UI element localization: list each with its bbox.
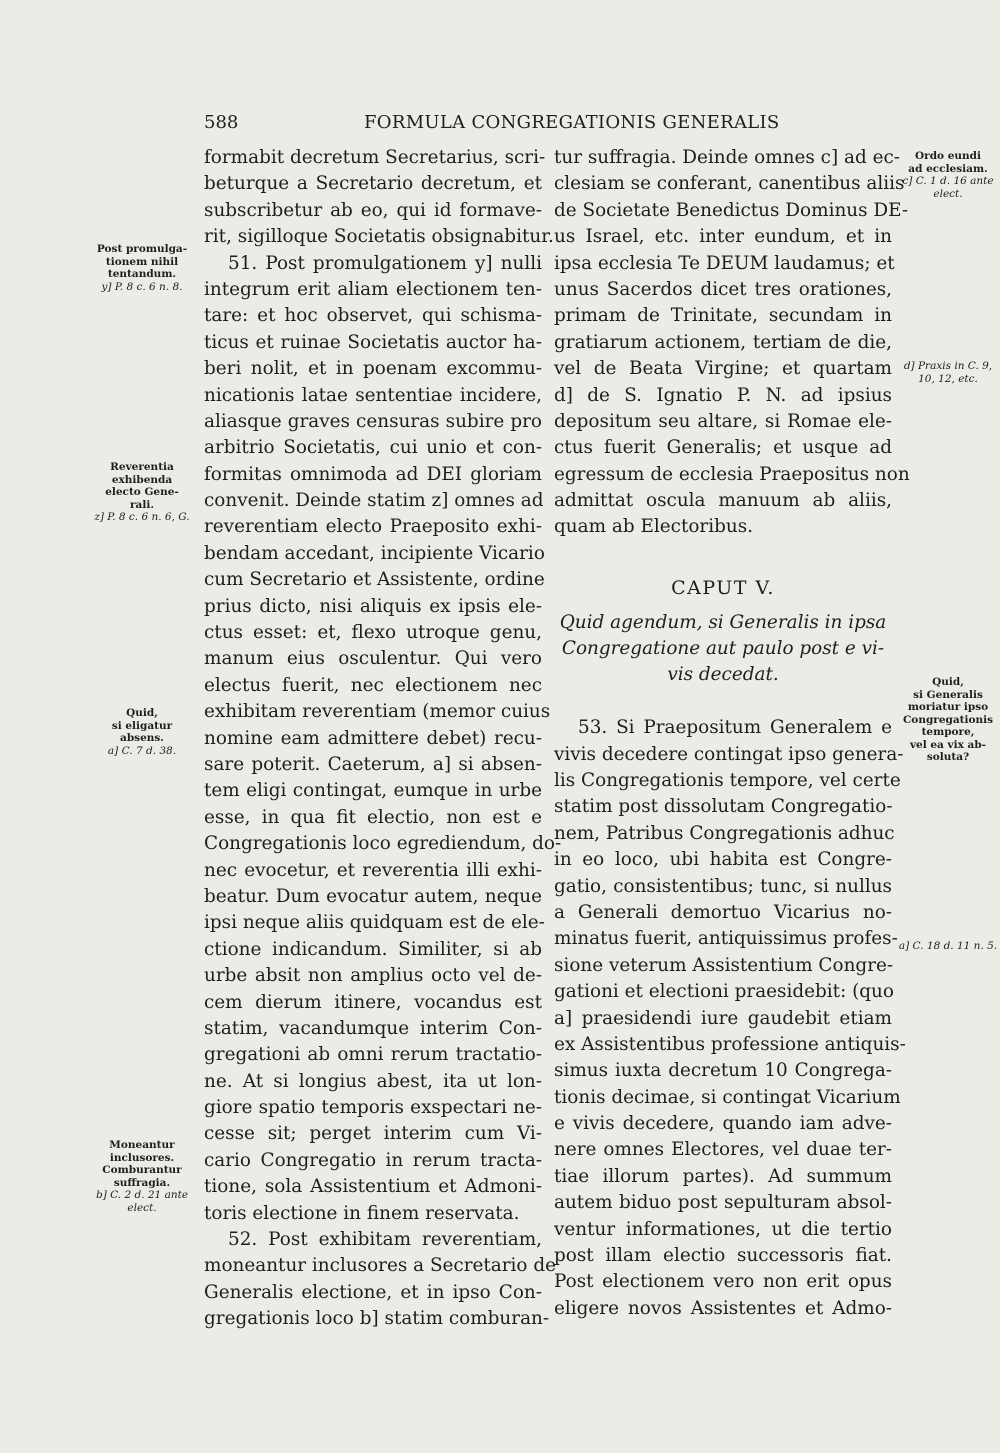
text-line: nomine eam admittere debet) recu- [204,727,542,749]
text-line: reverentiam electo Praeposito exhi- [204,516,542,538]
note-reference: d] Praxis in C. 9, 10, 12, etc. [903,360,993,385]
note-line: suffragia. [113,1176,171,1189]
chapter-subtitle-line: Congregatione aut paulo post e vi- [561,638,885,660]
text-line: lis Congregationis tempore, vel certe [554,769,901,791]
note-reference: c] C. 1 d. 16 ante elect. [902,175,994,200]
text-line: arbitrio Societatis, cui unio et con- [204,437,542,459]
text-line: tione, sola Assistentium et Admoni- [204,1176,542,1198]
chapter-heading: CAPUT V. [671,577,775,600]
margin-note-right [898,150,998,200]
text-line: ipsa ecclesia Te DEUM laudamus; et [554,252,895,274]
note-line: tentandum. [107,268,177,280]
note-line: tionem nihil [105,255,179,268]
text-line: egressum de ecclesia Praepositus non [554,463,910,485]
text-line: integrum erit aliam electionem ten- [204,278,542,300]
note-line: inclusores. [109,1151,175,1164]
text-line: ipsi neque aliis quidquam est de ele- [204,912,545,934]
margin-note-right [898,360,998,385]
text-line: clesiam se conferant, canentibus aliis [554,173,905,195]
text-line: post illam electio successoris fiat. [554,1245,892,1267]
text-line: nere omnes Electores, vel duae ter- [554,1139,892,1161]
page-number: 588 [204,112,239,133]
text-line: minatus fuerit, antiquissimus profes- [554,928,898,950]
text-line: ctus esset: et, flexo utroque genu, [204,622,542,644]
text-line: beri nolit, et in poenam excommu- [204,358,542,380]
text-line: beatur. Dum evocatur autem, neque [204,885,542,907]
note-line: vel ea vix ab- [909,738,987,751]
text-line: Congregationis loco egrediendum, do- [204,833,562,855]
text-line: autem biduo post sepulturam absol- [554,1192,892,1214]
text-line: Generalis electione, et in ipso Con- [204,1281,542,1303]
text-line: depositum seu altare, si Romae ele- [554,410,892,432]
text-line: moneantur inclusores a Secretario de [204,1255,557,1277]
text-line: de Societate Benedictus Dominus DE- [554,199,909,221]
text-line: gatio, consistentibus; tunc, si nullus [554,875,892,897]
margin-note-left [86,1139,198,1214]
note-line: Moneantur [109,1139,175,1151]
note-line: Reverentia [110,461,174,473]
text-line: manum eius osculentur. Qui vero [204,648,542,670]
text-line: vel de Beata Virgine; et quartam [554,358,892,380]
note-reference: y] P. 8 c. 6 n. 8. [101,280,183,293]
note-line: absens. [120,732,164,744]
note-line: exhibenda [111,473,173,486]
text-line: admittat oscula manuum ab aliis, [554,490,892,512]
text-line: gationi et electioni praesidebit: (quo [554,981,894,1003]
text-line: subscribetur ab eo, qui id formave- [204,199,542,221]
text-line: quam ab Electoribus. [554,516,753,538]
note-line: Comburantur [102,1164,182,1176]
text-line: ctus fuerit Generalis; et usque ad [554,437,892,459]
note-line: Quid, [126,707,158,719]
text-line: a] praesidendi iure gaudebit etiam [554,1007,892,1029]
text-line: formitas omnimoda ad DEI gloriam [204,463,542,485]
text-line: gregationis loco b] statim comburan- [204,1308,550,1330]
text-line: eligere novos Assistentes et Admo- [554,1297,892,1319]
text-line: ctione indicandum. Similiter, si ab [204,938,542,960]
text-line: beturque a Secretario decretum, et [204,173,542,195]
text-line: prius dicto, nisi aliquis ex ipsis ele- [204,595,542,617]
text-line: simus iuxta decretum 10 Congrega- [554,1060,892,1082]
margin-note-right [898,940,998,953]
blank-line [554,541,892,567]
text-line: sare poterit. Caeterum, a] si absen- [204,753,542,775]
text-line: 53. Si Praepositum Generalem e [578,717,892,739]
text-line: primam de Trinitate, secundam in [554,305,892,327]
text-line: electus fuerit, nec electionem nec [204,674,542,696]
text-line: ventur informationes, ut die tertio [554,1218,892,1240]
text-line: cem dierum itinere, vocandus est [204,991,542,1013]
text-line: statim, vacandumque interim Con- [204,1017,542,1039]
text-line: aliasque graves censuras subire pro [204,410,542,432]
chapter-subtitle-line: vis decedat. [667,664,779,686]
text-line: convenit. Deinde statim z] omnes ad [204,490,544,512]
text-line: gregationi ab omni rerum tractatio- [204,1044,542,1066]
text-line: Post electionem vero non erit opus [554,1271,892,1293]
note-line: rali. [130,498,154,511]
text-line: 51. Post promulgationem y] nulli [228,252,542,274]
note-line: tempore, [921,726,975,738]
note-line: Post promulga- [96,243,188,255]
running-title: FORMULA CONGREGATIONIS GENERALIS [364,112,780,133]
text-line: statim post dissolutam Congregatio- [554,796,893,818]
text-line: a Generali demortuo Vicarius no- [554,901,892,923]
text-line: unus Sacerdos dicet tres orationes, [554,278,892,300]
note-reference: z] P. 8 c. 6 n. 6, G. [94,511,190,523]
note-line: electo Gene- [105,486,179,498]
text-line: sione veterum Assistentium Congre- [554,954,894,976]
page-header [204,112,890,136]
margin-note-left [86,461,198,524]
text-line: ne. At si longius abest, ita ut lon- [204,1070,542,1092]
text-line: rit, sigilloque Societatis obsignabitur. [204,226,554,248]
text-line: cario Congregatio in rerum tracta- [204,1149,542,1171]
text-line: tur suffragia. Deinde omnes c] ad ec- [554,147,900,168]
note-reference: a] C. 7 d. 38. [107,744,177,757]
text-line: e vivis decedere, quando iam adve- [554,1113,892,1135]
note-line: si eligatur [111,719,173,732]
margin-note-left [86,243,198,293]
text-line: bendam accedant, incipiente Vicario [204,542,545,564]
text-line: nicationis latae sententiae incidere, [204,384,542,406]
text-line: ex Assistentibus professione antiquis- [554,1033,906,1055]
text-line: tem eligi contingat, eumque in urbe [204,780,542,802]
note-line: Ordo eundi [915,150,981,162]
text-line: nec evocetur, et reverentia illi exhi- [204,859,542,881]
text-line: vivis decedere contingat ipso genera- [554,743,904,765]
blank-line [554,689,892,715]
chapter-subtitle-line: Quid agendum, si Generalis in ipsa [559,611,887,633]
note-line: ad ecclesiam. [908,162,988,175]
text-line: tiae illorum partes). Ad summum [554,1165,892,1187]
note-line: Congregationis [902,713,994,726]
note-line: si Generalis [913,688,983,701]
text-line: d] de S. Ignatio P. N. ad ipsius [554,384,892,406]
margin-note-right [898,676,998,764]
text-line: tionis decimae, si contingat Vicarium [554,1086,901,1108]
text-line: us Israel, etc. inter eundum, et in [554,226,892,248]
text-line: cesse sit; perget interim cum Vi- [204,1123,542,1145]
left-text-column [204,145,562,1333]
text-line: 52. Post exhibitam reverentiam, [228,1229,542,1251]
text-line: gratiarum actionem, tertiam de die, [554,331,892,353]
text-line: nem, Patribus Congregationis adhuc [554,822,895,844]
text-line: giore spatio temporis exspectari ne- [204,1097,542,1119]
text-line: in eo loco, ubi habita est Congre- [554,849,892,871]
text-line: toris electione in finem reservata. [204,1202,520,1224]
note-line: soluta? [926,751,970,763]
note-reference: a] C. 18 d. 11 n. 5. [898,940,998,952]
note-line: moriatur ipso [907,701,989,713]
text-line: esse, in qua fit electio, non est e [204,806,542,828]
text-line: cum Secretario et Assistente, ordine [204,569,545,591]
note-reference: b] C. 2 d. 21 ante elect. [95,1189,189,1214]
text-line: exhibitam reverentiam (memor cuius [204,701,551,723]
right-text-column [554,145,910,1322]
text-line: formabit decretum Secretarius, scri- [204,147,546,168]
text-line: tare: et hoc observet, qui schisma- [204,305,542,327]
margin-note-left [86,707,198,757]
text-line: urbe absit non amplius octo vel de- [204,965,542,987]
note-line: Quid, [932,676,964,688]
text-line: ticus et ruinae Societatis auctor ha- [204,331,542,353]
